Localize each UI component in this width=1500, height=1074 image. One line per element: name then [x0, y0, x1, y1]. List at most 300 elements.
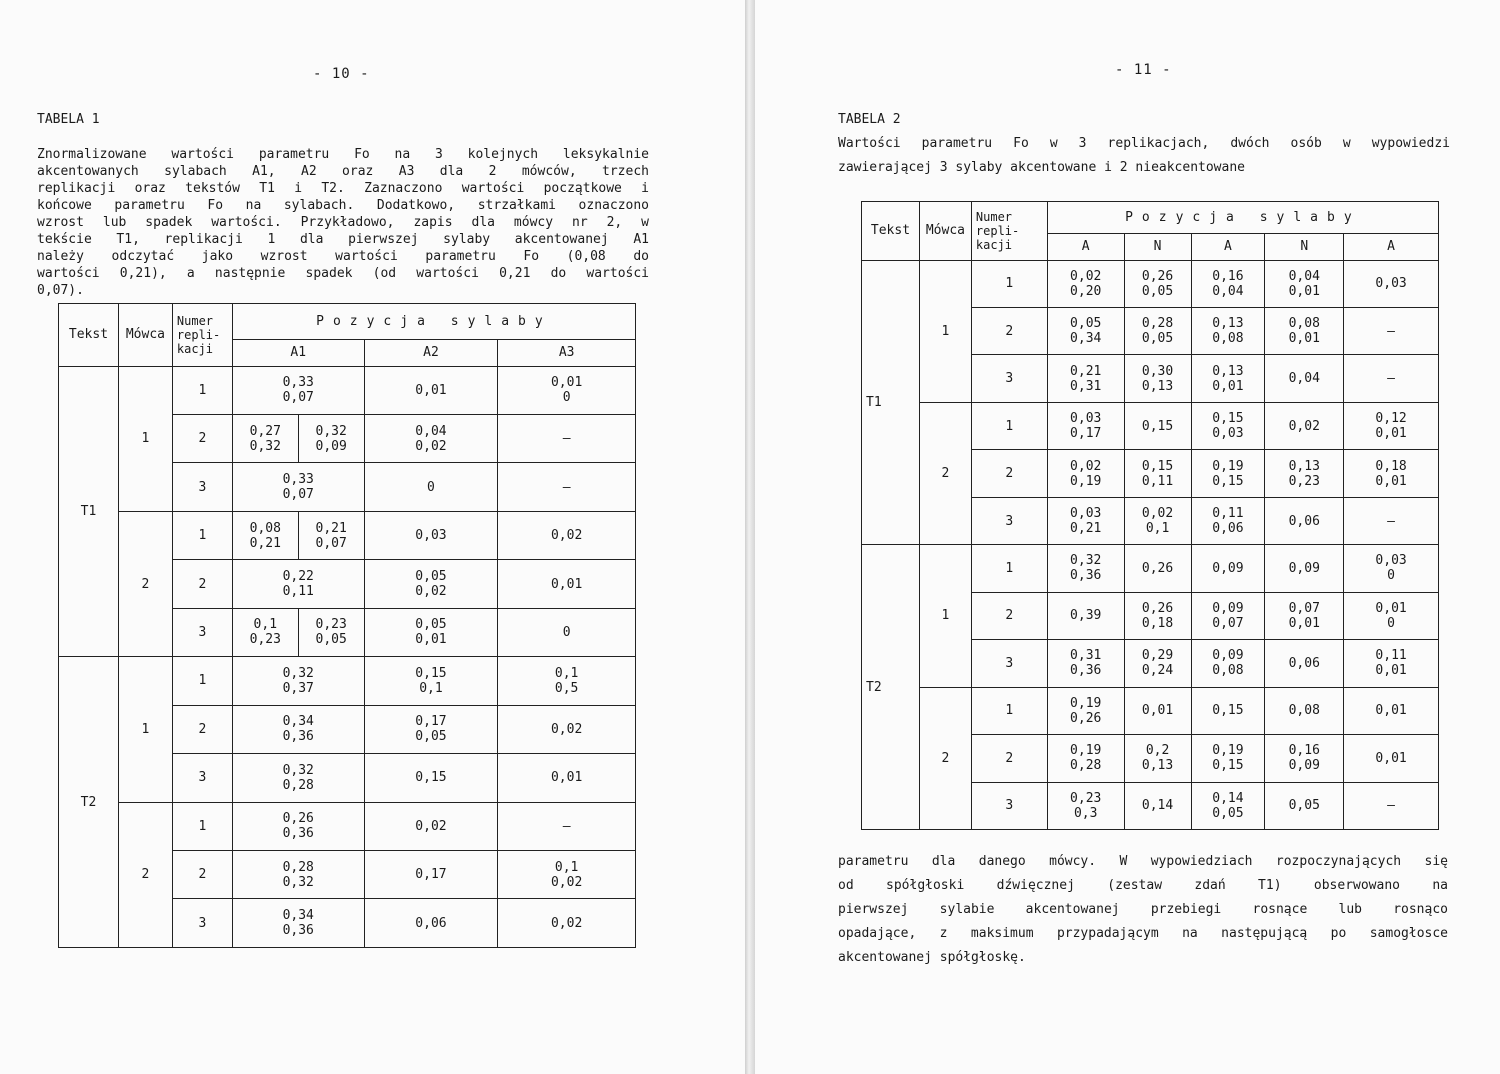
- value-cell: [498, 850, 636, 898]
- value-cell: [1344, 308, 1439, 355]
- header-numer-line: repli-: [176, 327, 221, 342]
- value-cell: [1047, 355, 1124, 402]
- value-cell: [1124, 402, 1191, 449]
- value-cell: [1191, 687, 1265, 734]
- value-cell: [232, 705, 364, 753]
- cell-value: 0,02: [550, 874, 583, 890]
- cell-value: 0,15: [415, 665, 447, 681]
- cell-value: 0,34: [1070, 331, 1102, 347]
- value-cell: [232, 415, 298, 463]
- cell-value: 0,15: [1212, 411, 1244, 427]
- value-cell: [1124, 497, 1191, 544]
- value-cell: [364, 899, 498, 948]
- cell-value: 0,05: [1141, 283, 1174, 299]
- cell-value: 0,28: [282, 777, 314, 793]
- cell-value: 0,15: [1141, 418, 1174, 434]
- header-col: A: [1191, 234, 1265, 260]
- caption-line: replikacji oraz tekstów T1 i T2. Zaznaczono wartości początkowe i: [37, 181, 649, 196]
- value-cell: [1344, 782, 1439, 829]
- cell-value: 0,30: [1141, 363, 1174, 379]
- cell-value: –: [1387, 513, 1395, 529]
- header-col: N: [1265, 234, 1344, 260]
- value-cell: [1191, 260, 1265, 307]
- value-cell: [1047, 308, 1124, 355]
- value-cell: [498, 560, 636, 608]
- cell-value: 0,13: [1141, 758, 1174, 774]
- cell-value: 0,07: [1288, 600, 1320, 616]
- cell-value: 0,15: [1212, 758, 1244, 774]
- cell-value: 0,07: [315, 535, 347, 551]
- cell-value: 0,39: [1070, 608, 1102, 624]
- value-cell: [1265, 592, 1344, 639]
- value-cell: [1344, 260, 1439, 307]
- text-label-cell: T2: [862, 545, 920, 830]
- cell-value: 0,19: [1070, 743, 1102, 759]
- value-cell: [498, 366, 636, 414]
- cell-value: 0: [427, 479, 435, 495]
- speaker-cell: 1: [118, 366, 172, 511]
- body-line: akcentowanej spółgłoskę.: [838, 950, 1026, 965]
- header-numer: [172, 304, 232, 367]
- cell-value: 0,17: [1070, 426, 1102, 442]
- cell-value: 0,15: [1212, 473, 1244, 489]
- cell-value: 0,06: [1288, 655, 1320, 671]
- cell-value: 0,02: [1288, 418, 1320, 434]
- replication-cell: 2: [971, 592, 1047, 639]
- cell-value: 0,1: [554, 859, 579, 875]
- header-numer-line: Numer: [176, 313, 214, 328]
- value-cell: [364, 415, 498, 463]
- value-cell: [1124, 545, 1191, 592]
- cell-value: 0,2: [1145, 743, 1170, 759]
- cell-value: 0,1: [419, 680, 443, 696]
- table-row: [59, 657, 636, 705]
- cell-value: 0,11: [1375, 648, 1407, 664]
- header-mowca: Mówca: [919, 202, 971, 261]
- cell-value: 0,02: [415, 438, 447, 454]
- value-cell: [232, 657, 364, 705]
- table-row: [59, 366, 636, 414]
- cell-value: 0,34: [282, 714, 314, 730]
- value-cell: [1191, 735, 1265, 782]
- cell-value: 0,22: [282, 569, 314, 585]
- speaker-cell: 1: [919, 545, 971, 687]
- cell-value: 0,23: [249, 632, 281, 648]
- replication-cell: 3: [971, 782, 1047, 829]
- replication-cell: 3: [971, 355, 1047, 402]
- value-cell: [1191, 355, 1265, 402]
- speaker-cell: 2: [118, 802, 172, 948]
- cell-value: 0,02: [1141, 506, 1174, 522]
- speaker-cell: 2: [118, 511, 172, 656]
- cell-value: 0,15: [1141, 458, 1174, 474]
- value-cell: [1344, 497, 1439, 544]
- replication-cell: 3: [971, 497, 1047, 544]
- cell-value: 0,06: [1212, 521, 1244, 537]
- cell-value: 0,05: [415, 617, 447, 633]
- value-cell: [1047, 640, 1124, 687]
- cell-value: 0,19: [1070, 695, 1102, 711]
- cell-value: 0,34: [282, 908, 314, 924]
- value-cell: [232, 850, 364, 898]
- value-cell: [1124, 308, 1191, 355]
- cell-value: 0,33: [282, 472, 314, 488]
- cell-value: 0,1: [1145, 521, 1170, 537]
- value-cell: [498, 754, 636, 802]
- value-cell: [232, 802, 364, 850]
- header-numer-line: kacji: [975, 237, 1013, 252]
- cell-value: 0,09: [315, 438, 347, 454]
- cell-value: 0,17: [415, 714, 447, 730]
- cell-value: 0,01: [1375, 750, 1407, 766]
- value-cell: [232, 366, 364, 414]
- value-cell: [1124, 260, 1191, 307]
- header-numer: [971, 202, 1047, 261]
- value-cell: [498, 705, 636, 753]
- cell-value: –: [1387, 323, 1395, 339]
- cell-value: 0,07: [1212, 615, 1244, 631]
- cell-value: 0,31: [1070, 648, 1102, 664]
- value-cell: [1124, 592, 1191, 639]
- cell-value: 0,02: [1070, 458, 1102, 474]
- cell-value: 0,02: [1070, 268, 1102, 284]
- value-cell: [298, 608, 364, 656]
- caption-line: należy odczytać jako wzrost wartości parametru Fo (0,08 do: [37, 249, 649, 264]
- value-cell: [498, 802, 636, 850]
- cell-value: 0: [562, 624, 571, 640]
- replication-cell: 1: [971, 545, 1047, 592]
- table-caption: [838, 132, 1450, 180]
- cell-value: 0,03: [1375, 276, 1407, 292]
- value-cell: [498, 511, 636, 559]
- text-label-cell: T2: [59, 657, 119, 948]
- cell-value: 0,19: [1212, 743, 1244, 759]
- value-cell: [1047, 260, 1124, 307]
- cell-value: 0,08: [249, 520, 281, 536]
- cell-value: 0,02: [550, 721, 583, 737]
- table-row: [59, 802, 636, 850]
- value-cell: [1124, 450, 1191, 497]
- caption-line: wzrost lub spadek wartości. Przykładowo, zapis dla mówcy nr 2, w: [37, 215, 649, 230]
- cell-value: 0,09: [1212, 600, 1244, 616]
- replication-cell: 1: [172, 657, 232, 705]
- cell-value: 0,03: [1070, 506, 1102, 522]
- cell-value: 0,08: [1288, 316, 1320, 332]
- value-cell: [1191, 592, 1265, 639]
- cell-value: 0,01: [550, 375, 583, 391]
- cell-value: 0,05: [1288, 798, 1320, 814]
- text-label-cell: T1: [862, 260, 920, 545]
- value-cell: [1344, 450, 1439, 497]
- replication-cell: 1: [172, 802, 232, 850]
- value-cell: [1265, 308, 1344, 355]
- body-line: parametru dla danego mówcy. W wypowiedziach rozpoczynających się: [838, 854, 1448, 869]
- cell-value: 0,08: [1288, 703, 1320, 719]
- body-line: od spółgłoski dźwięcznej (zestaw zdań T1) obserwowano na: [838, 878, 1448, 893]
- cell-value: –: [562, 479, 571, 495]
- caption-line: zawierającej 3 sylaby akcentowane i 2 nieakcentowane: [838, 160, 1245, 175]
- cell-value: 0,26: [1070, 710, 1102, 726]
- body-line: pierwszej sylabie akcentowanej przebiegi rosnące lub rosnąco: [838, 902, 1448, 917]
- cell-value: 0,01: [1375, 473, 1407, 489]
- cell-value: 0: [1387, 568, 1395, 584]
- cell-value: 0,27: [249, 423, 281, 439]
- page-number: - 10 -: [313, 66, 370, 82]
- cell-value: 0,24: [1141, 663, 1174, 679]
- speaker-cell: 1: [919, 260, 971, 402]
- replication-cell: 3: [172, 608, 232, 656]
- table-row: [862, 687, 1439, 734]
- cell-value: 0,36: [282, 729, 314, 745]
- cell-value: 0,05: [1212, 805, 1244, 821]
- speaker-cell: 2: [919, 402, 971, 544]
- value-cell: [1124, 355, 1191, 402]
- caption-line: akcentowanych sylabach A1, A2 oraz A3 dla 2 mówców, trzech: [37, 164, 649, 179]
- table-1: [58, 303, 636, 948]
- cell-value: 0,36: [1070, 568, 1102, 584]
- table-caption: [37, 146, 649, 299]
- replication-cell: 2: [971, 450, 1047, 497]
- value-cell: [1344, 687, 1439, 734]
- cell-value: 0,01: [1141, 703, 1174, 719]
- table-row: [59, 511, 636, 559]
- value-cell: [232, 560, 364, 608]
- cell-value: 0,09: [1212, 560, 1244, 576]
- cell-value: 0,05: [1070, 316, 1102, 332]
- value-cell: [1265, 260, 1344, 307]
- replication-cell: 2: [172, 415, 232, 463]
- replication-cell: 3: [971, 640, 1047, 687]
- value-cell: [1344, 545, 1439, 592]
- value-cell: [1265, 355, 1344, 402]
- replication-cell: 1: [172, 511, 232, 559]
- cell-value: 0,28: [1070, 758, 1102, 774]
- value-cell: [232, 463, 364, 511]
- caption-line: końcowe parametru Fo na sylabach. Dodatkowo, strzałkami oznaczono: [37, 198, 649, 213]
- value-cell: [498, 899, 636, 948]
- header-col: N: [1124, 234, 1191, 260]
- value-cell: [1124, 735, 1191, 782]
- cell-value: 0,20: [1070, 283, 1102, 299]
- value-cell: [1047, 497, 1124, 544]
- cell-value: 0,32: [282, 665, 314, 681]
- cell-value: 0,04: [415, 423, 447, 439]
- book-gutter: [745, 0, 755, 1074]
- cell-value: 0,5: [554, 680, 579, 696]
- cell-value: 0,21: [1070, 521, 1102, 537]
- cell-value: 0,19: [1212, 458, 1244, 474]
- value-cell: [1265, 450, 1344, 497]
- header-pozycja: Pozycja sylaby: [1047, 202, 1438, 234]
- cell-value: 0,01: [1288, 615, 1320, 631]
- cell-value: 0: [1387, 615, 1395, 631]
- value-cell: [232, 511, 298, 559]
- value-cell: [498, 415, 636, 463]
- left-page: [0, 0, 745, 1074]
- cell-value: 0,15: [1212, 703, 1244, 719]
- cell-value: 0,04: [1288, 268, 1320, 284]
- value-cell: [1047, 545, 1124, 592]
- replication-cell: 1: [172, 366, 232, 414]
- cell-value: 0,06: [415, 915, 447, 931]
- cell-value: 0,09: [1212, 648, 1244, 664]
- value-cell: [364, 657, 498, 705]
- value-cell: [1047, 687, 1124, 734]
- cell-value: 0,11: [282, 584, 314, 600]
- cell-value: 0,31: [1070, 378, 1102, 394]
- cell-value: 0,03: [415, 528, 447, 544]
- value-cell: [298, 511, 364, 559]
- cell-value: 0,05: [1141, 331, 1174, 347]
- replication-cell: 1: [971, 687, 1047, 734]
- value-cell: [232, 608, 298, 656]
- cell-value: 0,23: [1288, 473, 1320, 489]
- cell-value: 0,01: [1288, 283, 1320, 299]
- value-cell: [364, 850, 498, 898]
- header-numer-line: repli-: [975, 223, 1020, 238]
- replication-cell: 2: [172, 705, 232, 753]
- replication-cell: 3: [172, 899, 232, 948]
- value-cell: [498, 463, 636, 511]
- cell-value: 0,08: [1212, 331, 1244, 347]
- value-cell: [1265, 782, 1344, 829]
- cell-value: 0,32: [1070, 553, 1102, 569]
- header-numer-line: kacji: [176, 341, 214, 356]
- value-cell: [1265, 687, 1344, 734]
- cell-value: 0,26: [1141, 268, 1174, 284]
- cell-value: 0,16: [1212, 268, 1244, 284]
- value-cell: [364, 366, 498, 414]
- body-paragraph: [838, 850, 1448, 970]
- replication-cell: 2: [971, 735, 1047, 782]
- cell-value: 0,28: [1141, 316, 1174, 332]
- value-cell: [1124, 640, 1191, 687]
- cell-value: 0,11: [1141, 473, 1174, 489]
- cell-value: 0,09: [1288, 560, 1320, 576]
- page-number: - 11 -: [1115, 62, 1172, 78]
- value-cell: [498, 608, 636, 656]
- replication-cell: 3: [172, 463, 232, 511]
- value-cell: [364, 463, 498, 511]
- value-cell: [498, 657, 636, 705]
- cell-value: 0,29: [1141, 648, 1174, 664]
- cell-value: 0,06: [1288, 513, 1320, 529]
- value-cell: [1191, 545, 1265, 592]
- cell-value: 0,23: [315, 617, 347, 633]
- caption-line: Znormalizowane wartości parametru Fo na 3 kolejnych leksykalnie: [37, 147, 649, 162]
- cell-value: 0,01: [1288, 331, 1320, 347]
- cell-value: 0,26: [282, 811, 314, 827]
- caption-line: 0,07).: [37, 283, 84, 298]
- table-label: TABELA 1: [37, 112, 100, 127]
- cell-value: 0,32: [315, 423, 347, 439]
- header-row: [862, 202, 1439, 234]
- header-col-a2: A2: [364, 340, 498, 366]
- cell-value: 0,36: [282, 826, 314, 842]
- value-cell: [364, 560, 498, 608]
- value-cell: [1124, 782, 1191, 829]
- cell-value: 0,21: [315, 520, 347, 536]
- header-col: A: [1344, 234, 1439, 260]
- cell-value: 0,33: [282, 375, 314, 391]
- value-cell: [1047, 782, 1124, 829]
- value-cell: [1191, 308, 1265, 355]
- value-cell: [1265, 735, 1344, 782]
- replication-cell: 1: [971, 402, 1047, 449]
- text-label-cell: T1: [59, 366, 119, 657]
- header-row: [59, 304, 636, 340]
- cell-value: 0,36: [282, 923, 314, 939]
- header-col-a3: A3: [498, 340, 636, 366]
- header-tekst: Tekst: [862, 202, 920, 261]
- value-cell: [1265, 497, 1344, 544]
- cell-value: 0,14: [1141, 798, 1174, 814]
- value-cell: [1124, 687, 1191, 734]
- value-cell: [1047, 592, 1124, 639]
- cell-value: –: [562, 431, 571, 447]
- cell-value: 0,02: [415, 818, 447, 834]
- cell-value: 0,02: [415, 584, 447, 600]
- value-cell: [1191, 640, 1265, 687]
- caption-line: tekście T1, replikacji 1 dla pierwszej sylaby akcentowanej A1: [37, 232, 649, 247]
- cell-value: 0,37: [282, 680, 314, 696]
- cell-value: 0,01: [1375, 663, 1407, 679]
- value-cell: [364, 705, 498, 753]
- cell-value: 0,18: [1141, 615, 1174, 631]
- cell-value: 0,05: [415, 729, 447, 745]
- cell-value: 0,14: [1212, 790, 1244, 806]
- cell-value: 0,01: [1212, 378, 1244, 394]
- value-cell: [1191, 497, 1265, 544]
- cell-value: 0,03: [1212, 426, 1244, 442]
- cell-value: 0,32: [249, 438, 281, 454]
- value-cell: [232, 899, 364, 948]
- value-cell: [1191, 450, 1265, 497]
- header-col: A: [1047, 234, 1124, 260]
- replication-cell: 1: [971, 260, 1047, 307]
- value-cell: [364, 511, 498, 559]
- value-cell: [1047, 402, 1124, 449]
- cell-value: 0,13: [1288, 458, 1320, 474]
- cell-value: –: [1387, 798, 1395, 814]
- cell-value: 0,13: [1212, 316, 1244, 332]
- caption-line: wartości 0,21), a następnie spadek (od wartości 0,21 do wartości: [37, 266, 649, 281]
- replication-cell: 2: [971, 308, 1047, 355]
- value-cell: [1344, 355, 1439, 402]
- speaker-cell: 1: [118, 657, 172, 802]
- value-cell: [1191, 782, 1265, 829]
- value-cell: [364, 754, 498, 802]
- cell-value: 0,01: [1375, 600, 1407, 616]
- value-cell: [364, 608, 498, 656]
- cell-value: 0,09: [1288, 758, 1320, 774]
- value-cell: [298, 415, 364, 463]
- cell-value: –: [1387, 371, 1395, 387]
- value-cell: [1265, 545, 1344, 592]
- replication-cell: 2: [172, 560, 232, 608]
- value-cell: [1047, 450, 1124, 497]
- cell-value: 0,07: [282, 487, 314, 503]
- cell-value: 0,32: [282, 762, 314, 778]
- cell-value: 0,17: [415, 867, 447, 883]
- cell-value: 0,13: [1141, 378, 1174, 394]
- value-cell: [1344, 640, 1439, 687]
- cell-value: 0,21: [1070, 363, 1102, 379]
- table-row: [862, 260, 1439, 307]
- cell-value: 0,18: [1375, 458, 1407, 474]
- cell-value: 0,13: [1212, 363, 1244, 379]
- cell-value: 0,01: [1375, 426, 1407, 442]
